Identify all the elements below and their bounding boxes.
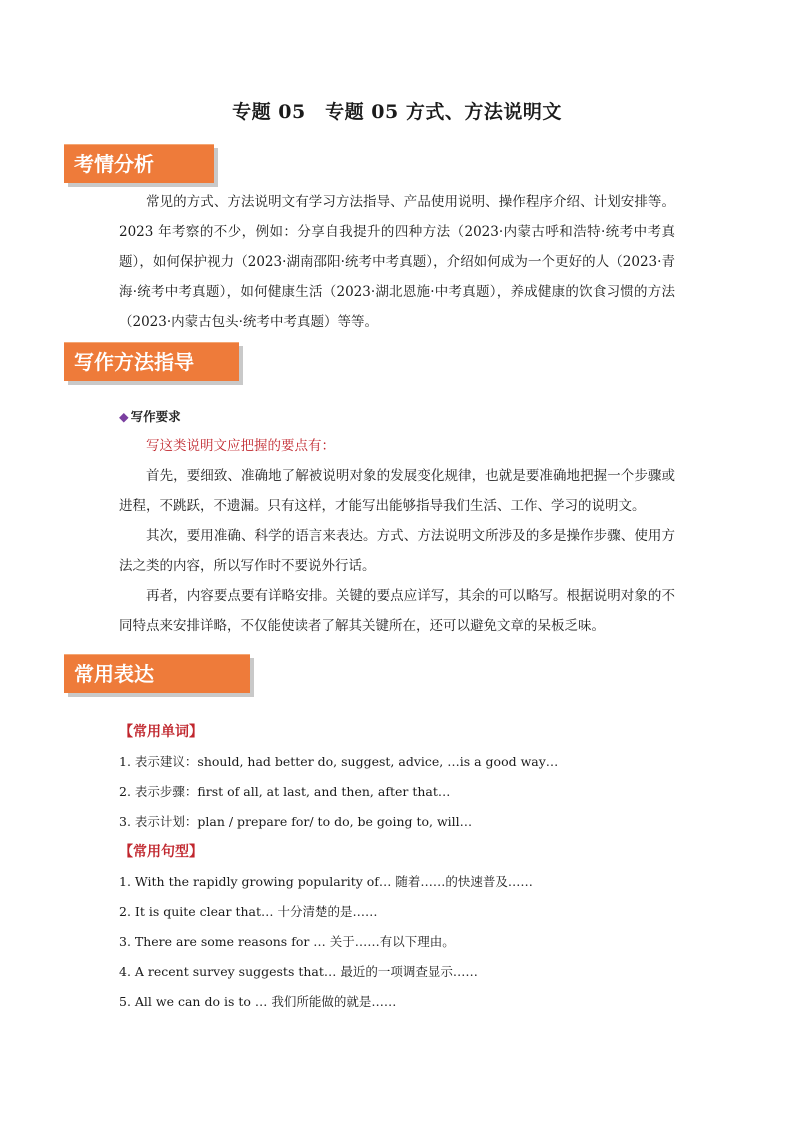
method-paragraph-2: 其次，要用准确、科学的语言来表达。方式、方法说明文所涉及的多是操作步骤、使用方法之类的内容，所以写作时不要说外行话。 [119,528,675,574]
section-heading-analysis: 考情分析 [64,144,214,183]
section-heading-method: 写作方法指导 [64,342,239,381]
method-paragraph-1: 首先，要细致、准确地了解被说明对象的发展变化规律，也就是要准确地把握一个步骤或进程，不跳跃，不遗漏。只有这样，才能写出能够指导我们生活、工作、学习的说明文。 [119,468,675,514]
pattern-item: 2. It is quite clear that… 十分清楚的是…… [119,904,378,919]
common-patterns-title: 【常用句型】 [119,844,203,860]
method-intro: 写这类说明文应把握的要点有： [146,438,335,454]
section-heading-expressions: 常用表达 [64,654,250,693]
pattern-item: 1. With the rapidly growing popularity of… 随着……的快速普及…… [119,874,533,889]
diamond-icon: ◆ [119,409,129,424]
method-paragraph-3: 再者，内容要点要有详略安排。关键的要点应详写，其余的可以略写。根据说明对象的不同特点来安排详略，不仅能使读者了解其关键所在，还可以避免文章的呆板乏味。 [119,588,675,634]
word-item: 2. 表示步骤：first of all, at last, and then, after that… [119,784,451,799]
document-title: 专题 05 专题 05 方式、方法说明文 [232,101,562,123]
word-item: 1. 表示建议：should, had better do, suggest, advice, …is a good way… [119,754,559,769]
analysis-paragraph: 常见的方式、方法说明文有学习方法指导、产品使用说明、操作程序介绍、计划安排等。2023 年考察的不少，例如：分享自我提升的四种方法（2023·内蒙古呼和浩特·统考中考真题），如何保护视力（2023·湖南邵阳·统考中考真题），介绍如何成为一个更好的人（2023·青海·统考中考真题），如何健康生活（2023·湖北恩施·中考真题），养成健康的饮食习惯的方法（2023·内蒙古包头·统考中考真题）等等。 [119,194,675,330]
pattern-item: 5. All we can do is to … 我们所能做的就是…… [119,994,397,1009]
writing-requirement-label [119,407,181,425]
pattern-item: 4. A recent survey suggests that… 最近的一项调查显示…… [119,964,478,979]
word-item: 3. 表示计划：plan / prepare for/ to do, be going to, will… [119,814,473,829]
requirement-text: 写作要求 [130,409,181,424]
pattern-item: 3. There are some reasons for … 关于……有以下理由。 [119,934,455,949]
common-words-title: 【常用单词】 [119,724,203,740]
